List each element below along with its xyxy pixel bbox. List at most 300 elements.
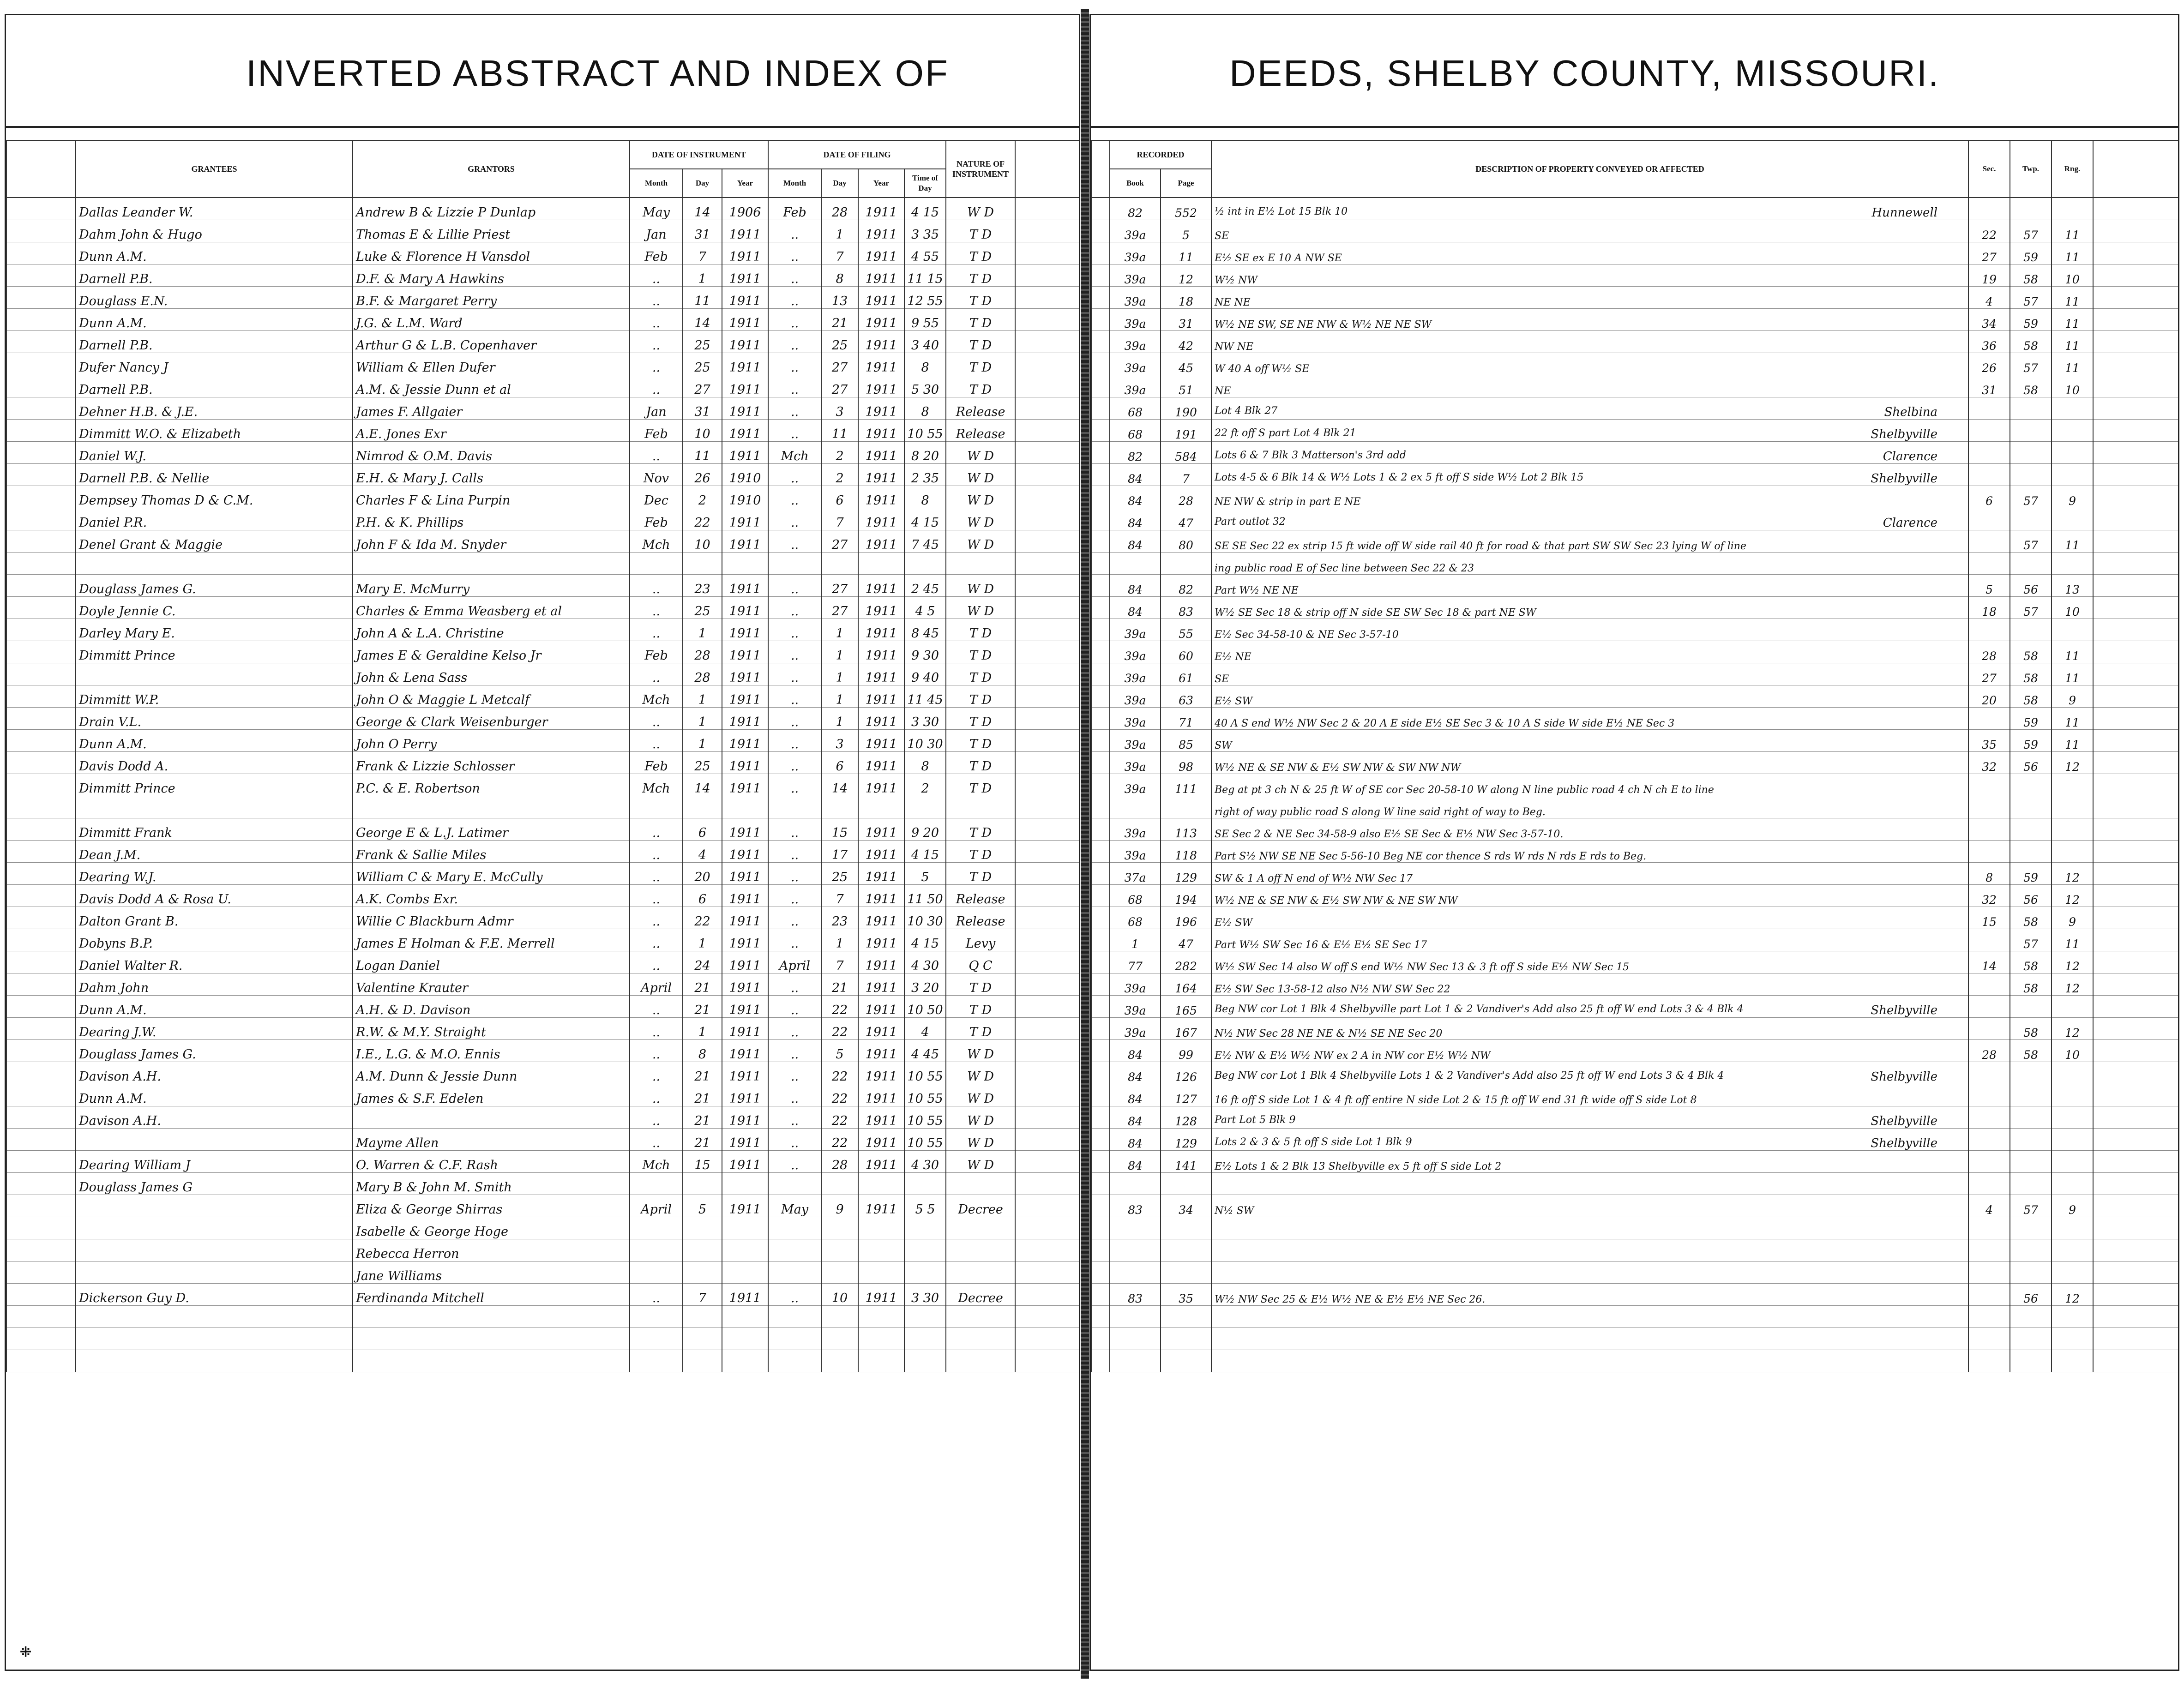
filing-month-cell: ..: [768, 1018, 821, 1040]
instrument-month-cell: Mch: [630, 774, 683, 796]
instrument-year-cell: [722, 1261, 768, 1284]
margin-cell: [6, 1284, 76, 1306]
nature-cell: T D: [946, 663, 1015, 685]
town-name: Shelbyville: [1871, 1136, 1938, 1150]
table-row: [6, 1018, 1079, 1040]
margin-cell: [6, 1040, 76, 1062]
margin-cell: [1015, 353, 1079, 375]
page-cell: 51: [1161, 375, 1211, 397]
instrument-month-cell: ..: [630, 597, 683, 619]
blank-cell: [630, 1350, 683, 1372]
description-cell: [1211, 841, 1968, 863]
book-cell: 68: [1110, 885, 1161, 907]
grantor-cell: Rebecca Herron: [353, 1239, 630, 1261]
page-cell: 60: [1161, 641, 1211, 663]
nature-cell: T D: [946, 774, 1015, 796]
description-cell: [1211, 752, 1968, 774]
margin-cell: [6, 442, 76, 464]
grantee-cell: Dunn A.M.: [76, 309, 353, 331]
margin-cell: [2093, 375, 2178, 397]
grantee-cell: Dufer Nancy J: [76, 353, 353, 375]
blank-cell: [722, 1306, 768, 1328]
filing-year-cell: 1911: [858, 420, 904, 442]
description-text: ½ int in E½ Lot 15 Blk 10: [1215, 206, 1348, 217]
table-row: [6, 331, 1079, 353]
margin-cell: [1091, 353, 1110, 375]
table-row: [1091, 397, 2178, 420]
margin-cell: [1015, 1195, 1079, 1217]
twp-cell: [2010, 1173, 2052, 1195]
description-text: Part Lot 5 Blk 9: [1215, 1114, 1296, 1126]
table-row: [1091, 1062, 2178, 1084]
nature-cell: T D: [946, 708, 1015, 730]
margin-cell: [1015, 309, 1079, 331]
margin-cell: [6, 841, 76, 863]
instrument-year-cell: [722, 553, 768, 575]
margin-cell: [1015, 641, 1079, 663]
description-cell: [1211, 796, 1968, 818]
recorded-header: RECORDED: [1110, 140, 1211, 169]
filing-year-cell: 1911: [858, 264, 904, 287]
rng-cell: 13: [2052, 575, 2093, 597]
margin-cell: [6, 730, 76, 752]
filing-month-cell: ..: [768, 530, 821, 553]
table-row: [6, 685, 1079, 708]
rng-cell: 12: [2052, 1018, 2093, 1040]
blank-cell: [1161, 1350, 1211, 1372]
table-row: [1091, 1106, 2178, 1129]
filing-month-cell: [768, 1239, 821, 1261]
book-cell: [1110, 553, 1161, 575]
book-cell: 39a: [1110, 1018, 1161, 1040]
left-page: [5, 14, 1080, 1671]
description-cell: [1211, 464, 1968, 486]
margin-cell: [2093, 752, 2178, 774]
margin-cell: [1015, 375, 1079, 397]
grantor-cell: Mayme Allen: [353, 1129, 630, 1151]
filing-day-header: Day: [821, 169, 858, 198]
filing-year-cell: 1911: [858, 198, 904, 220]
margin-cell: [6, 1084, 76, 1106]
margin-cell: [2093, 1239, 2178, 1261]
margin-cell: [2093, 597, 2178, 619]
book-cell: 68: [1110, 907, 1161, 929]
filing-month-cell: ..: [768, 774, 821, 796]
page-cell: 80: [1161, 530, 1211, 553]
description-cell: [1211, 1151, 1968, 1173]
margin-cell: [6, 1261, 76, 1284]
margin-cell: [1015, 796, 1079, 818]
blank-cell: [2093, 1328, 2178, 1350]
description-cell: [1211, 530, 1968, 553]
sec-cell: [1968, 708, 2010, 730]
margin-cell: [1091, 996, 1110, 1018]
filing-year-cell: 1911: [858, 575, 904, 597]
book-cell: 84: [1110, 486, 1161, 508]
margin-cell: [6, 264, 76, 287]
table-row: [6, 708, 1079, 730]
instrument-year-cell: 1911: [722, 730, 768, 752]
page-cell: 165: [1161, 996, 1211, 1018]
filing-month-cell: [768, 1261, 821, 1284]
table-row: [6, 1084, 1079, 1106]
grantee-cell: Doyle Jennie C.: [76, 597, 353, 619]
description-text: W½ SE Sec 18 & strip off N side SE SW Sec 18 & part NE SW: [1215, 607, 1536, 619]
instrument-day-cell: 11: [683, 287, 722, 309]
filing-month-cell: ..: [768, 1062, 821, 1084]
rng-cell: [2052, 774, 2093, 796]
sec-cell: [1968, 1239, 2010, 1261]
instrument-day-cell: 31: [683, 220, 722, 242]
description-cell: [1211, 885, 1968, 907]
rng-cell: 9: [2052, 486, 2093, 508]
time-of-day-cell: 8: [904, 353, 946, 375]
blank-cell: [946, 1328, 1015, 1350]
margin-cell: [2093, 973, 2178, 996]
grantor-cell: Mary E. McMurry: [353, 575, 630, 597]
sec-cell: 32: [1968, 752, 2010, 774]
instrument-year-cell: 1911: [722, 530, 768, 553]
nature-cell: [946, 1217, 1015, 1239]
margin-cell: [1091, 309, 1110, 331]
grantor-cell: A.M. Dunn & Jessie Dunn: [353, 1062, 630, 1084]
table-row: [1091, 774, 2178, 796]
margin-cell: [1015, 619, 1079, 641]
instrument-month-cell: ..: [630, 1018, 683, 1040]
description-cell: [1211, 996, 1968, 1018]
nature-cell: T D: [946, 973, 1015, 996]
page-cell: 194: [1161, 885, 1211, 907]
nature-cell: T D: [946, 220, 1015, 242]
page-cell: 129: [1161, 863, 1211, 885]
margin-cell: [2093, 885, 2178, 907]
twp-cell: [2010, 796, 2052, 818]
book-cell: 84: [1110, 1151, 1161, 1173]
margin-cell: [2093, 619, 2178, 641]
sec-cell: [1968, 841, 2010, 863]
instrument-year-cell: 1910: [722, 464, 768, 486]
description-text: Part W½ SW Sec 16 & E½ E½ SE Sec 17: [1215, 939, 1427, 951]
margin-cell: [2093, 353, 2178, 375]
table-row: [1091, 353, 2178, 375]
description-text: E½ SW: [1215, 696, 1253, 707]
margin-cell: [6, 486, 76, 508]
margin-cell: [6, 619, 76, 641]
margin-cell: [1015, 264, 1079, 287]
margin-cell: [1091, 397, 1110, 420]
nature-cell: Release: [946, 420, 1015, 442]
filing-month-cell: ..: [768, 818, 821, 841]
sec-header: Sec.: [1968, 140, 2010, 198]
sec-cell: [1968, 929, 2010, 951]
instrument-month-cell: [630, 553, 683, 575]
margin-cell: [1015, 1040, 1079, 1062]
instrument-day-cell: [683, 1217, 722, 1239]
description-text: Part W½ NE NE: [1215, 585, 1299, 596]
table-row: [1091, 442, 2178, 464]
time-of-day-cell: 4 55: [904, 242, 946, 264]
description-text: W½ NE & SE NW & E½ SW NW & NE SW NW: [1215, 895, 1458, 907]
right-table-body: [1091, 198, 2178, 1372]
page-cell: 71: [1161, 708, 1211, 730]
instrument-year-cell: 1911: [722, 752, 768, 774]
filing-month-cell: ..: [768, 353, 821, 375]
table-row: [6, 1129, 1079, 1151]
twp-cell: 57: [2010, 1195, 2052, 1217]
margin-cell: [1091, 752, 1110, 774]
margin-cell: [6, 663, 76, 685]
nature-cell: W D: [946, 597, 1015, 619]
table-row: [1091, 907, 2178, 929]
table-row: [1091, 1151, 2178, 1173]
filing-day-cell: 3: [821, 397, 858, 420]
rng-cell: [2052, 796, 2093, 818]
twp-cell: 58: [2010, 907, 2052, 929]
nature-cell: T D: [946, 309, 1015, 331]
instrument-month-cell: May: [630, 198, 683, 220]
page-cell: 55: [1161, 619, 1211, 641]
margin-cell: [1091, 619, 1110, 641]
filing-month-cell: ..: [768, 575, 821, 597]
margin-cell: [1015, 774, 1079, 796]
grantor-cell: Thomas E & Lillie Priest: [353, 220, 630, 242]
table-row: [6, 1217, 1079, 1239]
grantor-cell: R.W. & M.Y. Straight: [353, 1018, 630, 1040]
nature-cell: Decree: [946, 1284, 1015, 1306]
page-cell: 167: [1161, 1018, 1211, 1040]
instrument-day-cell: [683, 1261, 722, 1284]
time-of-day-cell: [904, 1261, 946, 1284]
grantor-cell: James & S.F. Edelen: [353, 1084, 630, 1106]
margin-cell: [2093, 442, 2178, 464]
margin-cell: [6, 530, 76, 553]
nature-header: NATURE OF INSTRUMENT: [946, 140, 1015, 198]
instrument-day-cell: 22: [683, 508, 722, 530]
margin-cell: [2093, 1129, 2178, 1151]
twp-cell: [2010, 1106, 2052, 1129]
time-of-day-cell: 4 5: [904, 597, 946, 619]
grantee-cell: [76, 1217, 353, 1239]
description-text: W 40 A off W½ SE: [1215, 363, 1310, 375]
instrument-day-cell: 10: [683, 530, 722, 553]
book-cell: 39a: [1110, 220, 1161, 242]
table-row: [1091, 198, 2178, 220]
rng-cell: [2052, 442, 2093, 464]
page-cell: [1161, 796, 1211, 818]
book-cell: 39a: [1110, 375, 1161, 397]
description-cell: [1211, 575, 1968, 597]
margin-cell: [6, 553, 76, 575]
description-text: SE Sec 2 & NE Sec 34-58-9 also E½ SE Sec & E½ NW Sec 3-57-10.: [1215, 829, 1564, 840]
filing-year-cell: 1911: [858, 353, 904, 375]
table-row: [1091, 597, 2178, 619]
sec-cell: [1968, 1261, 2010, 1284]
instrument-year-cell: 1911: [722, 508, 768, 530]
margin-cell: [1091, 375, 1110, 397]
blank-cell: [1110, 1328, 1161, 1350]
filing-year-cell: 1911: [858, 220, 904, 242]
description-cell: [1211, 508, 1968, 530]
time-of-day-cell: 9 30: [904, 641, 946, 663]
filing-day-cell: 7: [821, 885, 858, 907]
margin-cell: [1091, 1239, 1110, 1261]
book-cell: 39a: [1110, 730, 1161, 752]
description-text: W½ NW: [1215, 275, 1257, 286]
page-cell: 113: [1161, 818, 1211, 841]
table-row: [1091, 796, 2178, 818]
instrument-month-cell: ..: [630, 885, 683, 907]
time-of-day-cell: 2 35: [904, 464, 946, 486]
page-cell: 42: [1161, 331, 1211, 353]
blank-cell: [6, 1306, 76, 1328]
instrument-year-cell: 1911: [722, 907, 768, 929]
twp-cell: [2010, 1239, 2052, 1261]
grantee-cell: Daniel Walter R.: [76, 951, 353, 973]
margin-cell: [1091, 1084, 1110, 1106]
town-name: Shelbyville: [1871, 472, 1938, 486]
twp-cell: 59: [2010, 242, 2052, 264]
page-cell: 111: [1161, 774, 1211, 796]
filing-year-cell: 1911: [858, 1040, 904, 1062]
rng-cell: [2052, 1084, 2093, 1106]
table-row: [1091, 242, 2178, 264]
instrument-day-cell: 21: [683, 1062, 722, 1084]
filing-month-cell: April: [768, 951, 821, 973]
book-cell: 39a: [1110, 708, 1161, 730]
filing-year-cell: [858, 1239, 904, 1261]
description-text: Part outlot 32: [1215, 516, 1286, 528]
instrument-day-cell: 26: [683, 464, 722, 486]
description-text: SW & 1 A off N end of W½ NW Sec 17: [1215, 873, 1413, 884]
table-row: [1091, 1084, 2178, 1106]
instrument-month-cell: Dec: [630, 486, 683, 508]
rng-cell: 11: [2052, 287, 2093, 309]
blank-cell: [1091, 1328, 1110, 1350]
description-text: W½ NW Sec 25 & E½ W½ NE & E½ E½ NE Sec 26.: [1215, 1294, 1486, 1305]
page-cell: 191: [1161, 420, 1211, 442]
margin-cell: [2093, 863, 2178, 885]
margin-cell: [6, 1106, 76, 1129]
margin-cell: [6, 1239, 76, 1261]
blank-cell: [821, 1328, 858, 1350]
table-row: [1091, 1018, 2178, 1040]
twp-cell: 58: [2010, 663, 2052, 685]
table-row: [6, 508, 1079, 530]
table-row: [6, 442, 1079, 464]
corner-mark: ⁜: [20, 1644, 32, 1660]
instrument-day-cell: 1: [683, 264, 722, 287]
table-row: [6, 885, 1079, 907]
time-of-day-cell: 3 20: [904, 973, 946, 996]
nature-cell: T D: [946, 287, 1015, 309]
table-row: [6, 907, 1079, 929]
filing-year-cell: 1911: [858, 996, 904, 1018]
blank-cell: [768, 1306, 821, 1328]
page-cell: 126: [1161, 1062, 1211, 1084]
instrument-day-cell: 22: [683, 907, 722, 929]
nature-cell: [946, 1173, 1015, 1195]
filing-day-cell: 1: [821, 685, 858, 708]
filing-day-cell: 15: [821, 818, 858, 841]
grantor-cell: [353, 553, 630, 575]
sec-cell: [1968, 1173, 2010, 1195]
description-cell: [1211, 1284, 1968, 1306]
margin-cell: [6, 685, 76, 708]
time-of-day-cell: 11 50: [904, 885, 946, 907]
margin-cell: [1091, 730, 1110, 752]
nature-cell: Levy: [946, 929, 1015, 951]
rng-cell: [2052, 1062, 2093, 1084]
instrument-year-cell: 1911: [722, 996, 768, 1018]
grantee-cell: Davison A.H.: [76, 1106, 353, 1129]
filing-month-cell: ..: [768, 708, 821, 730]
date-of-filing-header: DATE OF FILING: [768, 140, 946, 169]
instrument-year-cell: 1911: [722, 1195, 768, 1217]
margin-cell: [6, 818, 76, 841]
nature-cell: T D: [946, 752, 1015, 774]
filing-year-cell: 1911: [858, 1284, 904, 1306]
rng-cell: 9: [2052, 1195, 2093, 1217]
margin-cell: [2093, 287, 2178, 309]
sec-cell: [1968, 1106, 2010, 1129]
book-cell: 84: [1110, 464, 1161, 486]
sec-cell: [1968, 1018, 2010, 1040]
margin-cell: [2093, 1261, 2178, 1284]
town-name: Clarence: [1883, 450, 1938, 463]
grantee-cell: Davis Dodd A & Rosa U.: [76, 885, 353, 907]
time-of-day-cell: 5 30: [904, 375, 946, 397]
twp-cell: [2010, 1129, 2052, 1151]
instrument-day-cell: 21: [683, 973, 722, 996]
margin-cell: [6, 1173, 76, 1195]
filing-day-cell: 22: [821, 996, 858, 1018]
time-of-day-cell: 8: [904, 397, 946, 420]
time-of-day-cell: [904, 1173, 946, 1195]
table-row: [1091, 752, 2178, 774]
nature-cell: W D: [946, 1062, 1015, 1084]
description-cell: [1211, 486, 1968, 508]
nature-cell: W D: [946, 1106, 1015, 1129]
book-cell: [1110, 1217, 1161, 1239]
table-row: [6, 264, 1079, 287]
grantee-cell: Dahm John: [76, 973, 353, 996]
margin-cell: [1015, 597, 1079, 619]
nature-cell: Release: [946, 397, 1015, 420]
instrument-month-cell: ..: [630, 1129, 683, 1151]
book-cell: 84: [1110, 1062, 1161, 1084]
description-text: NE NW & strip in part E NE: [1215, 496, 1361, 508]
blank-cell: [76, 1306, 353, 1328]
rng-cell: 9: [2052, 685, 2093, 708]
rng-cell: 12: [2052, 973, 2093, 996]
filing-month-cell: [768, 1173, 821, 1195]
instrument-day-cell: 4: [683, 841, 722, 863]
margin-cell: [2093, 508, 2178, 530]
filing-year-cell: 1911: [858, 1195, 904, 1217]
margin-cell: [1015, 508, 1079, 530]
description-cell: [1211, 774, 1968, 796]
town-name: Clarence: [1883, 516, 1938, 530]
instrument-year-cell: 1911: [722, 264, 768, 287]
table-row: [6, 774, 1079, 796]
grantee-cell: Dimmitt Frank: [76, 818, 353, 841]
margin-cell: [1015, 242, 1079, 264]
time-of-day-cell: 10 55: [904, 1084, 946, 1106]
grantees-header: GRANTEES: [76, 140, 353, 198]
margin-cell: [2093, 220, 2178, 242]
table-row: [6, 973, 1079, 996]
sec-cell: [1968, 198, 2010, 220]
